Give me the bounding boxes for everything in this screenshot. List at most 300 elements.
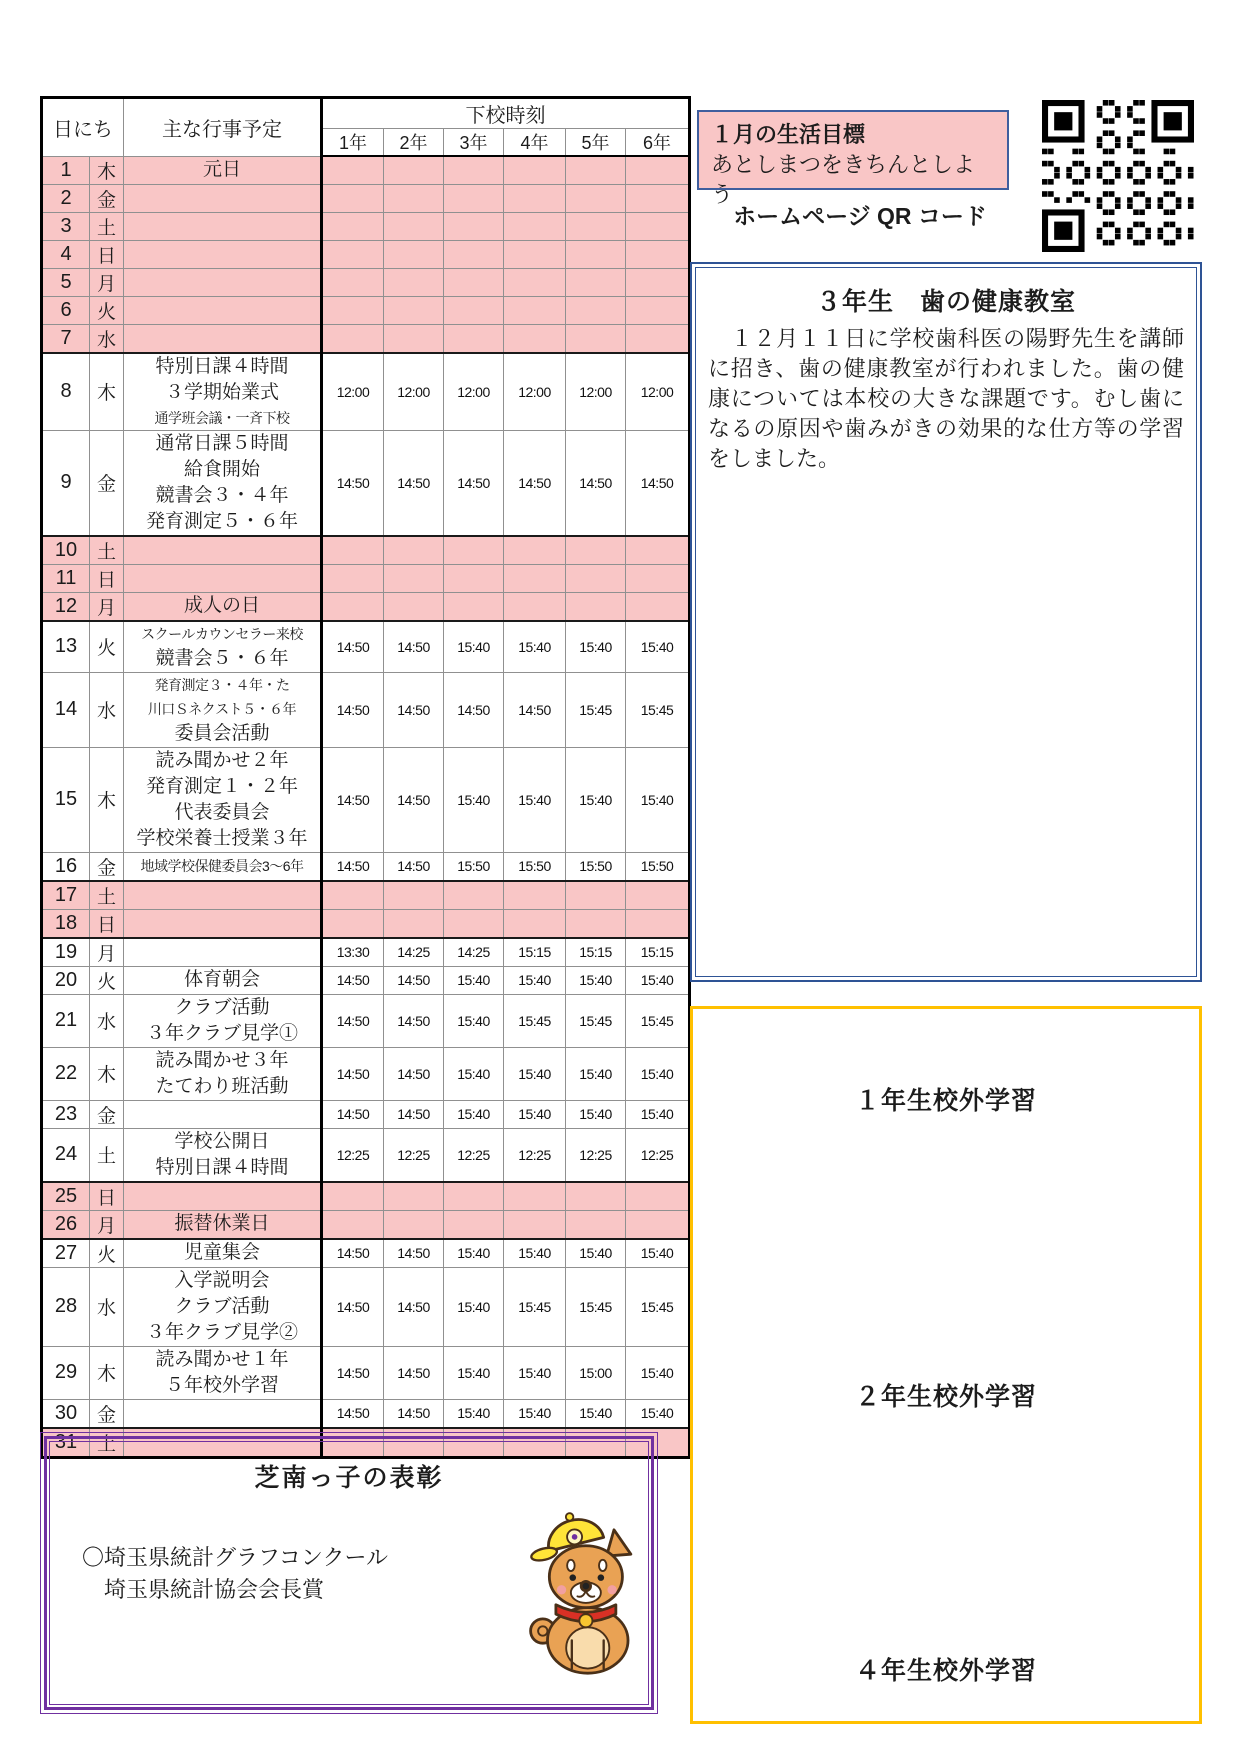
dismissal-time-cell: 12:00 (504, 353, 566, 431)
dismissal-time-cell (444, 909, 504, 938)
dismissal-time-cell: 14:50 (384, 1047, 444, 1100)
weekday-cell: 土 (90, 1428, 124, 1458)
events-cell (124, 938, 322, 967)
dismissal-time-cell: 14:50 (384, 994, 444, 1047)
dismissal-time-cell: 15:15 (566, 938, 626, 967)
weekday-cell: 月 (90, 268, 124, 296)
event-label: 発育測定１・２年 (145, 775, 298, 797)
day-cell: 23 (42, 1100, 90, 1128)
dismissal-time-cell: 14:50 (384, 1267, 444, 1346)
event-label: 川口Ｓネクスト５・６年 (147, 700, 297, 717)
day-cell: 21 (42, 994, 90, 1047)
dismissal-time-cell: 15:00 (566, 1346, 626, 1399)
awards-box-inner (49, 1441, 649, 1705)
events-cell (124, 1239, 322, 1268)
day-cell: 15 (42, 747, 90, 852)
dismissal-time-cell (504, 156, 566, 184)
event-label: 児童集会 (183, 1242, 260, 1263)
dismissal-time-cell: 15:40 (444, 747, 504, 852)
dismissal-time-cell (384, 592, 444, 621)
table-row (42, 1047, 690, 1100)
dismissal-time-cell (566, 240, 626, 268)
day-cell: 22 (42, 1047, 90, 1100)
dismissal-time-cell (384, 1210, 444, 1239)
dismissal-time-cell (566, 324, 626, 353)
day-cell: 31 (42, 1428, 90, 1458)
dismissal-time-cell: 15:45 (504, 1267, 566, 1346)
dismissal-time-cell: 12:25 (322, 1128, 384, 1182)
day-cell: 11 (42, 564, 90, 592)
dismissal-time-cell: 15:40 (626, 621, 690, 673)
weekday-cell: 水 (90, 672, 124, 747)
dismissal-time-cell: 14:50 (384, 672, 444, 747)
dismissal-time-cell (626, 156, 690, 184)
event-label: 代表委員会 (174, 801, 270, 823)
dismissal-time-cell: 14:50 (322, 966, 384, 994)
weekday-cell: 土 (90, 212, 124, 240)
dismissal-time-cell: 15:40 (566, 621, 626, 673)
dismissal-time-cell: 15:40 (566, 747, 626, 852)
dismissal-time-cell (504, 536, 566, 565)
header-grade-5: 5年 (566, 129, 626, 157)
weekday-cell: 日 (90, 240, 124, 268)
header-grade-1: 1年 (322, 129, 384, 157)
events-cell (124, 881, 322, 910)
dismissal-time-cell (504, 592, 566, 621)
table-row (42, 240, 690, 268)
dismissal-time-cell: 12:25 (626, 1128, 690, 1182)
event-label: 給食開始 (183, 458, 260, 480)
weekday-cell: 土 (90, 536, 124, 565)
day-cell: 17 (42, 881, 90, 910)
event-label: 通学班会議・一斉下校 (154, 409, 290, 426)
excursions-box (690, 1006, 1202, 1724)
dismissal-time-cell (384, 296, 444, 324)
dismissal-time-cell (566, 592, 626, 621)
weekday-cell: 水 (90, 994, 124, 1047)
dismissal-time-cell: 15:40 (444, 1239, 504, 1268)
dismissal-time-cell (384, 240, 444, 268)
dismissal-time-cell: 15:40 (504, 1399, 566, 1428)
dismissal-time-cell (626, 592, 690, 621)
events-cell (124, 268, 322, 296)
weekday-cell: 火 (90, 966, 124, 994)
weekday-cell: 日 (90, 909, 124, 938)
table-row (42, 324, 690, 353)
event-label: 発育測定５・６年 (145, 510, 298, 532)
excursion-grade2-label: ２年生校外学習 (854, 1383, 1037, 1411)
dismissal-time-cell (626, 1210, 690, 1239)
dismissal-time-cell (566, 296, 626, 324)
event-label: 競書会３・４年 (155, 484, 289, 506)
dismissal-time-cell (322, 881, 384, 910)
dismissal-time-cell (444, 212, 504, 240)
dismissal-time-cell (626, 240, 690, 268)
event-label: 競書会５・６年 (155, 647, 289, 669)
dismissal-time-cell (384, 324, 444, 353)
weekday-cell: 金 (90, 430, 124, 536)
dismissal-time-cell (444, 268, 504, 296)
dismissal-time-cell: 15:45 (566, 1267, 626, 1346)
dismissal-time-cell: 15:40 (626, 966, 690, 994)
dismissal-time-cell: 14:50 (504, 430, 566, 536)
dismissal-time-cell (566, 212, 626, 240)
dismissal-time-cell (444, 1182, 504, 1211)
table-row (42, 156, 690, 184)
events-cell (124, 1128, 322, 1182)
dismissal-time-cell (322, 1210, 384, 1239)
weekday-cell: 土 (90, 881, 124, 910)
day-cell: 1 (42, 156, 90, 184)
dental-health-box-inner (695, 267, 1197, 977)
day-cell: 30 (42, 1399, 90, 1428)
table-row (42, 268, 690, 296)
table-row (42, 1128, 690, 1182)
dismissal-time-cell: 14:50 (322, 1239, 384, 1268)
event-label: 振替休業日 (174, 1213, 270, 1234)
table-row (42, 592, 690, 621)
dismissal-time-cell: 15:15 (504, 938, 566, 967)
day-cell: 4 (42, 240, 90, 268)
day-cell: 26 (42, 1210, 90, 1239)
table-row (42, 852, 690, 881)
dismissal-time-cell: 12:25 (384, 1128, 444, 1182)
events-cell (124, 156, 322, 184)
dismissal-time-cell (444, 240, 504, 268)
weekday-cell: 金 (90, 1399, 124, 1428)
weekday-cell: 水 (90, 1267, 124, 1346)
table-row (42, 909, 690, 938)
dismissal-time-cell (322, 184, 384, 212)
day-cell: 8 (42, 353, 90, 431)
dismissal-time-cell: 14:50 (322, 747, 384, 852)
dismissal-time-cell: 14:25 (444, 938, 504, 967)
dismissal-time-cell (444, 324, 504, 353)
dismissal-time-cell: 15:40 (504, 1047, 566, 1100)
dismissal-time-cell (626, 1182, 690, 1211)
events-cell (124, 672, 322, 747)
events-cell (124, 1346, 322, 1399)
event-label: ３学期始業式 (164, 381, 279, 403)
weekday-cell: 木 (90, 156, 124, 184)
weekday-cell: 土 (90, 1128, 124, 1182)
table-row (42, 296, 690, 324)
dismissal-time-cell (322, 212, 384, 240)
weekday-cell: 月 (90, 592, 124, 621)
event-label: 読み聞かせ１年 (155, 1348, 289, 1370)
dismissal-time-cell: 14:50 (322, 1399, 384, 1428)
event-label: 発育測定３・４年・た (154, 676, 290, 693)
excursion-grade4-label: ４年生校外学習 (854, 1657, 1037, 1685)
table-row (42, 1100, 690, 1128)
dismissal-time-cell: 12:00 (444, 353, 504, 431)
table-row (42, 1182, 690, 1211)
table-row (42, 1239, 690, 1268)
events-cell (124, 966, 322, 994)
dismissal-time-cell: 12:25 (566, 1128, 626, 1182)
dismissal-time-cell (384, 1182, 444, 1211)
weekday-cell: 日 (90, 1182, 124, 1211)
day-cell: 9 (42, 430, 90, 536)
dismissal-time-cell: 14:50 (384, 430, 444, 536)
event-label: 学校栄養士授業３年 (136, 827, 308, 849)
dismissal-time-cell: 14:50 (384, 1239, 444, 1268)
dismissal-time-cell (626, 184, 690, 212)
dismissal-time-cell: 14:50 (444, 672, 504, 747)
award-line: 埼玉県統計協会会長賞 (104, 1577, 325, 1602)
dismissal-time-cell: 14:50 (566, 430, 626, 536)
dental-health-box (690, 262, 1202, 982)
table-row (42, 1346, 690, 1399)
weekday-cell: 日 (90, 564, 124, 592)
table-row (42, 184, 690, 212)
dismissal-time-cell: 15:40 (626, 1047, 690, 1100)
dismissal-time-cell (322, 324, 384, 353)
dismissal-time-cell: 15:40 (444, 1100, 504, 1128)
dental-health-title: ３年生 歯の健康教室 (815, 288, 1076, 316)
dismissal-time-cell: 15:40 (566, 1399, 626, 1428)
header-dismissal-time: 下校時刻 (322, 98, 690, 129)
dismissal-time-cell: 14:50 (322, 1267, 384, 1346)
table-row (42, 994, 690, 1047)
header-date: 日にち (42, 98, 124, 157)
dismissal-time-cell (566, 1210, 626, 1239)
dismissal-time-cell (626, 881, 690, 910)
dismissal-time-cell: 14:50 (384, 1399, 444, 1428)
dismissal-time-cell (566, 536, 626, 565)
dismissal-time-cell (626, 564, 690, 592)
day-cell: 25 (42, 1182, 90, 1211)
awards-box-border (44, 1436, 654, 1710)
day-cell: 29 (42, 1346, 90, 1399)
event-label: クラブ活動 (174, 996, 270, 1018)
dismissal-time-cell: 14:50 (384, 747, 444, 852)
excursion-grade1-label: １年生校外学習 (854, 1087, 1037, 1115)
dismissal-time-cell: 15:50 (566, 852, 626, 881)
dismissal-time-cell: 15:45 (626, 672, 690, 747)
event-label: 体育朝会 (183, 969, 260, 990)
dismissal-time-cell: 15:40 (444, 621, 504, 673)
events-cell (124, 994, 322, 1047)
dismissal-time-cell (504, 184, 566, 212)
dismissal-time-cell: 14:50 (384, 966, 444, 994)
weekday-cell: 金 (90, 852, 124, 881)
dismissal-time-cell (322, 592, 384, 621)
dismissal-time-cell (444, 1210, 504, 1239)
dismissal-time-cell: 14:50 (322, 852, 384, 881)
day-cell: 7 (42, 324, 90, 353)
dismissal-time-cell: 15:50 (444, 852, 504, 881)
dismissal-time-cell: 15:40 (626, 1239, 690, 1268)
event-label: 学校公開日 (174, 1130, 270, 1152)
award-line: 〇埼玉県統計グラフコンクール (82, 1545, 389, 1570)
dismissal-time-cell: 15:40 (444, 1399, 504, 1428)
table-row (42, 747, 690, 852)
dismissal-time-cell (384, 212, 444, 240)
events-cell (124, 564, 322, 592)
dismissal-time-cell: 15:40 (504, 1100, 566, 1128)
dismissal-time-cell: 15:15 (626, 938, 690, 967)
dismissal-time-cell: 15:45 (566, 994, 626, 1047)
dismissal-time-cell (626, 268, 690, 296)
day-cell: 6 (42, 296, 90, 324)
awards-box (40, 1432, 658, 1714)
dismissal-time-cell: 12:00 (626, 353, 690, 431)
dismissal-time-cell (566, 1182, 626, 1211)
table-row (42, 564, 690, 592)
day-cell: 16 (42, 852, 90, 881)
monthly-goal-title: １月の生活目標 (711, 122, 866, 147)
header-grade-6: 6年 (626, 129, 690, 157)
dismissal-time-cell: 14:50 (504, 672, 566, 747)
dismissal-time-cell: 15:40 (504, 1239, 566, 1268)
event-label: 読み聞かせ２年 (155, 749, 289, 771)
dismissal-time-cell (504, 1210, 566, 1239)
weekday-cell: 水 (90, 324, 124, 353)
dismissal-time-cell: 13:30 (322, 938, 384, 967)
dismissal-time-cell (566, 156, 626, 184)
events-cell (124, 1399, 322, 1428)
dog-mascot-illustration (526, 1498, 642, 1676)
dismissal-time-cell (384, 268, 444, 296)
event-label: ３年クラブ見学② (145, 1321, 298, 1343)
dismissal-time-cell: 15:40 (566, 1100, 626, 1128)
dismissal-time-cell (504, 212, 566, 240)
dismissal-time-cell (384, 156, 444, 184)
dismissal-time-cell (504, 268, 566, 296)
dismissal-time-cell (384, 881, 444, 910)
dismissal-time-cell (566, 268, 626, 296)
monthly-goal-text: あとしまつをきちんとしよう (711, 152, 976, 207)
dismissal-time-cell: 14:50 (322, 994, 384, 1047)
dismissal-time-cell: 15:40 (626, 1100, 690, 1128)
day-cell: 3 (42, 212, 90, 240)
events-cell (124, 430, 322, 536)
table-row (42, 1210, 690, 1239)
dismissal-time-cell: 14:50 (384, 852, 444, 881)
dismissal-time-cell: 15:40 (504, 747, 566, 852)
dismissal-time-cell: 15:40 (626, 1399, 690, 1428)
day-cell: 10 (42, 536, 90, 565)
schedule-table (40, 96, 691, 1459)
dismissal-time-cell (444, 592, 504, 621)
weekday-cell: 木 (90, 1047, 124, 1100)
table-row (42, 966, 690, 994)
dismissal-time-cell: 15:40 (444, 966, 504, 994)
dismissal-time-cell (566, 881, 626, 910)
events-cell (124, 536, 322, 565)
dismissal-time-cell: 14:50 (322, 1100, 384, 1128)
event-label: 通常日課５時間 (155, 432, 289, 454)
dismissal-time-cell: 15:40 (626, 1346, 690, 1399)
dismissal-time-cell (626, 909, 690, 938)
events-cell (124, 353, 322, 431)
events-cell (124, 184, 322, 212)
event-label: 特別日課４時間 (155, 1156, 289, 1178)
table-row (42, 212, 690, 240)
monthly-goal-box (697, 110, 1009, 207)
events-cell (124, 212, 322, 240)
dismissal-time-cell (322, 296, 384, 324)
dismissal-time-cell: 15:50 (626, 852, 690, 881)
dismissal-time-cell (322, 1182, 384, 1211)
header-grade-3: 3年 (444, 129, 504, 157)
dismissal-time-cell (566, 184, 626, 212)
dismissal-time-cell: 14:50 (626, 430, 690, 536)
table-row (42, 881, 690, 910)
dismissal-time-cell (444, 184, 504, 212)
dismissal-time-cell (444, 881, 504, 910)
dismissal-time-cell (322, 536, 384, 565)
dismissal-time-cell: 15:40 (566, 1239, 626, 1268)
events-cell (124, 852, 322, 881)
dismissal-time-cell: 14:50 (322, 672, 384, 747)
schedule-table-wrapper (40, 96, 691, 1459)
event-label: 地域学校保健委員会3～6年 (140, 858, 304, 874)
dismissal-time-cell (504, 909, 566, 938)
events-cell (124, 1182, 322, 1211)
dismissal-time-cell: 15:40 (504, 1346, 566, 1399)
day-cell: 28 (42, 1267, 90, 1346)
dismissal-time-cell: 14:50 (322, 1047, 384, 1100)
dismissal-time-cell: 15:40 (444, 994, 504, 1047)
weekday-cell: 木 (90, 1346, 124, 1399)
dental-health-body: １２月１１日に学校歯科医の陽野先生を講師に招き、歯の健康教室が行われました。歯の健康については本校の大きな課題です。むし歯になるの原因や歯みがきの効果的な仕方等の学習をしました。 (708, 326, 1184, 471)
dismissal-time-cell: 12:00 (384, 353, 444, 431)
events-cell (124, 1100, 322, 1128)
weekday-cell: 火 (90, 1239, 124, 1268)
dismissal-time-cell (384, 564, 444, 592)
table-row (42, 430, 690, 536)
event-label: 委員会活動 (174, 722, 270, 744)
weekday-cell: 月 (90, 938, 124, 967)
dismissal-time-cell: 12:00 (566, 353, 626, 431)
dismissal-time-cell: 15:40 (566, 966, 626, 994)
header-grade-4: 4年 (504, 129, 566, 157)
events-cell (124, 296, 322, 324)
weekday-cell: 火 (90, 296, 124, 324)
awards-lines (82, 1542, 388, 1606)
events-cell (124, 324, 322, 353)
dismissal-time-cell: 15:40 (504, 621, 566, 673)
awards-title: 芝南っ子の表彰 (254, 1464, 444, 1492)
dismissal-time-cell (504, 296, 566, 324)
dismissal-time-cell: 15:40 (444, 1267, 504, 1346)
events-cell (124, 1047, 322, 1100)
dismissal-time-cell (504, 564, 566, 592)
header-events: 主な行事予定 (124, 98, 322, 157)
dismissal-time-cell (504, 881, 566, 910)
table-row (42, 536, 690, 565)
weekday-cell: 金 (90, 184, 124, 212)
event-label: 読み聞かせ３年 (155, 1049, 289, 1071)
dismissal-time-cell: 14:50 (322, 430, 384, 536)
dismissal-time-cell: 14:50 (444, 430, 504, 536)
dismissal-time-cell: 12:00 (322, 353, 384, 431)
day-cell: 19 (42, 938, 90, 967)
dismissal-time-cell (384, 536, 444, 565)
day-cell: 18 (42, 909, 90, 938)
dismissal-time-cell: 15:45 (566, 672, 626, 747)
events-cell (124, 747, 322, 852)
dismissal-time-cell (504, 240, 566, 268)
dismissal-time-cell (322, 156, 384, 184)
event-label: ５年校外学習 (164, 1374, 279, 1396)
event-label: たてわり班活動 (155, 1075, 289, 1097)
header-grade-2: 2年 (384, 129, 444, 157)
event-label: ３年クラブ見学① (145, 1022, 298, 1044)
dismissal-time-cell (444, 564, 504, 592)
